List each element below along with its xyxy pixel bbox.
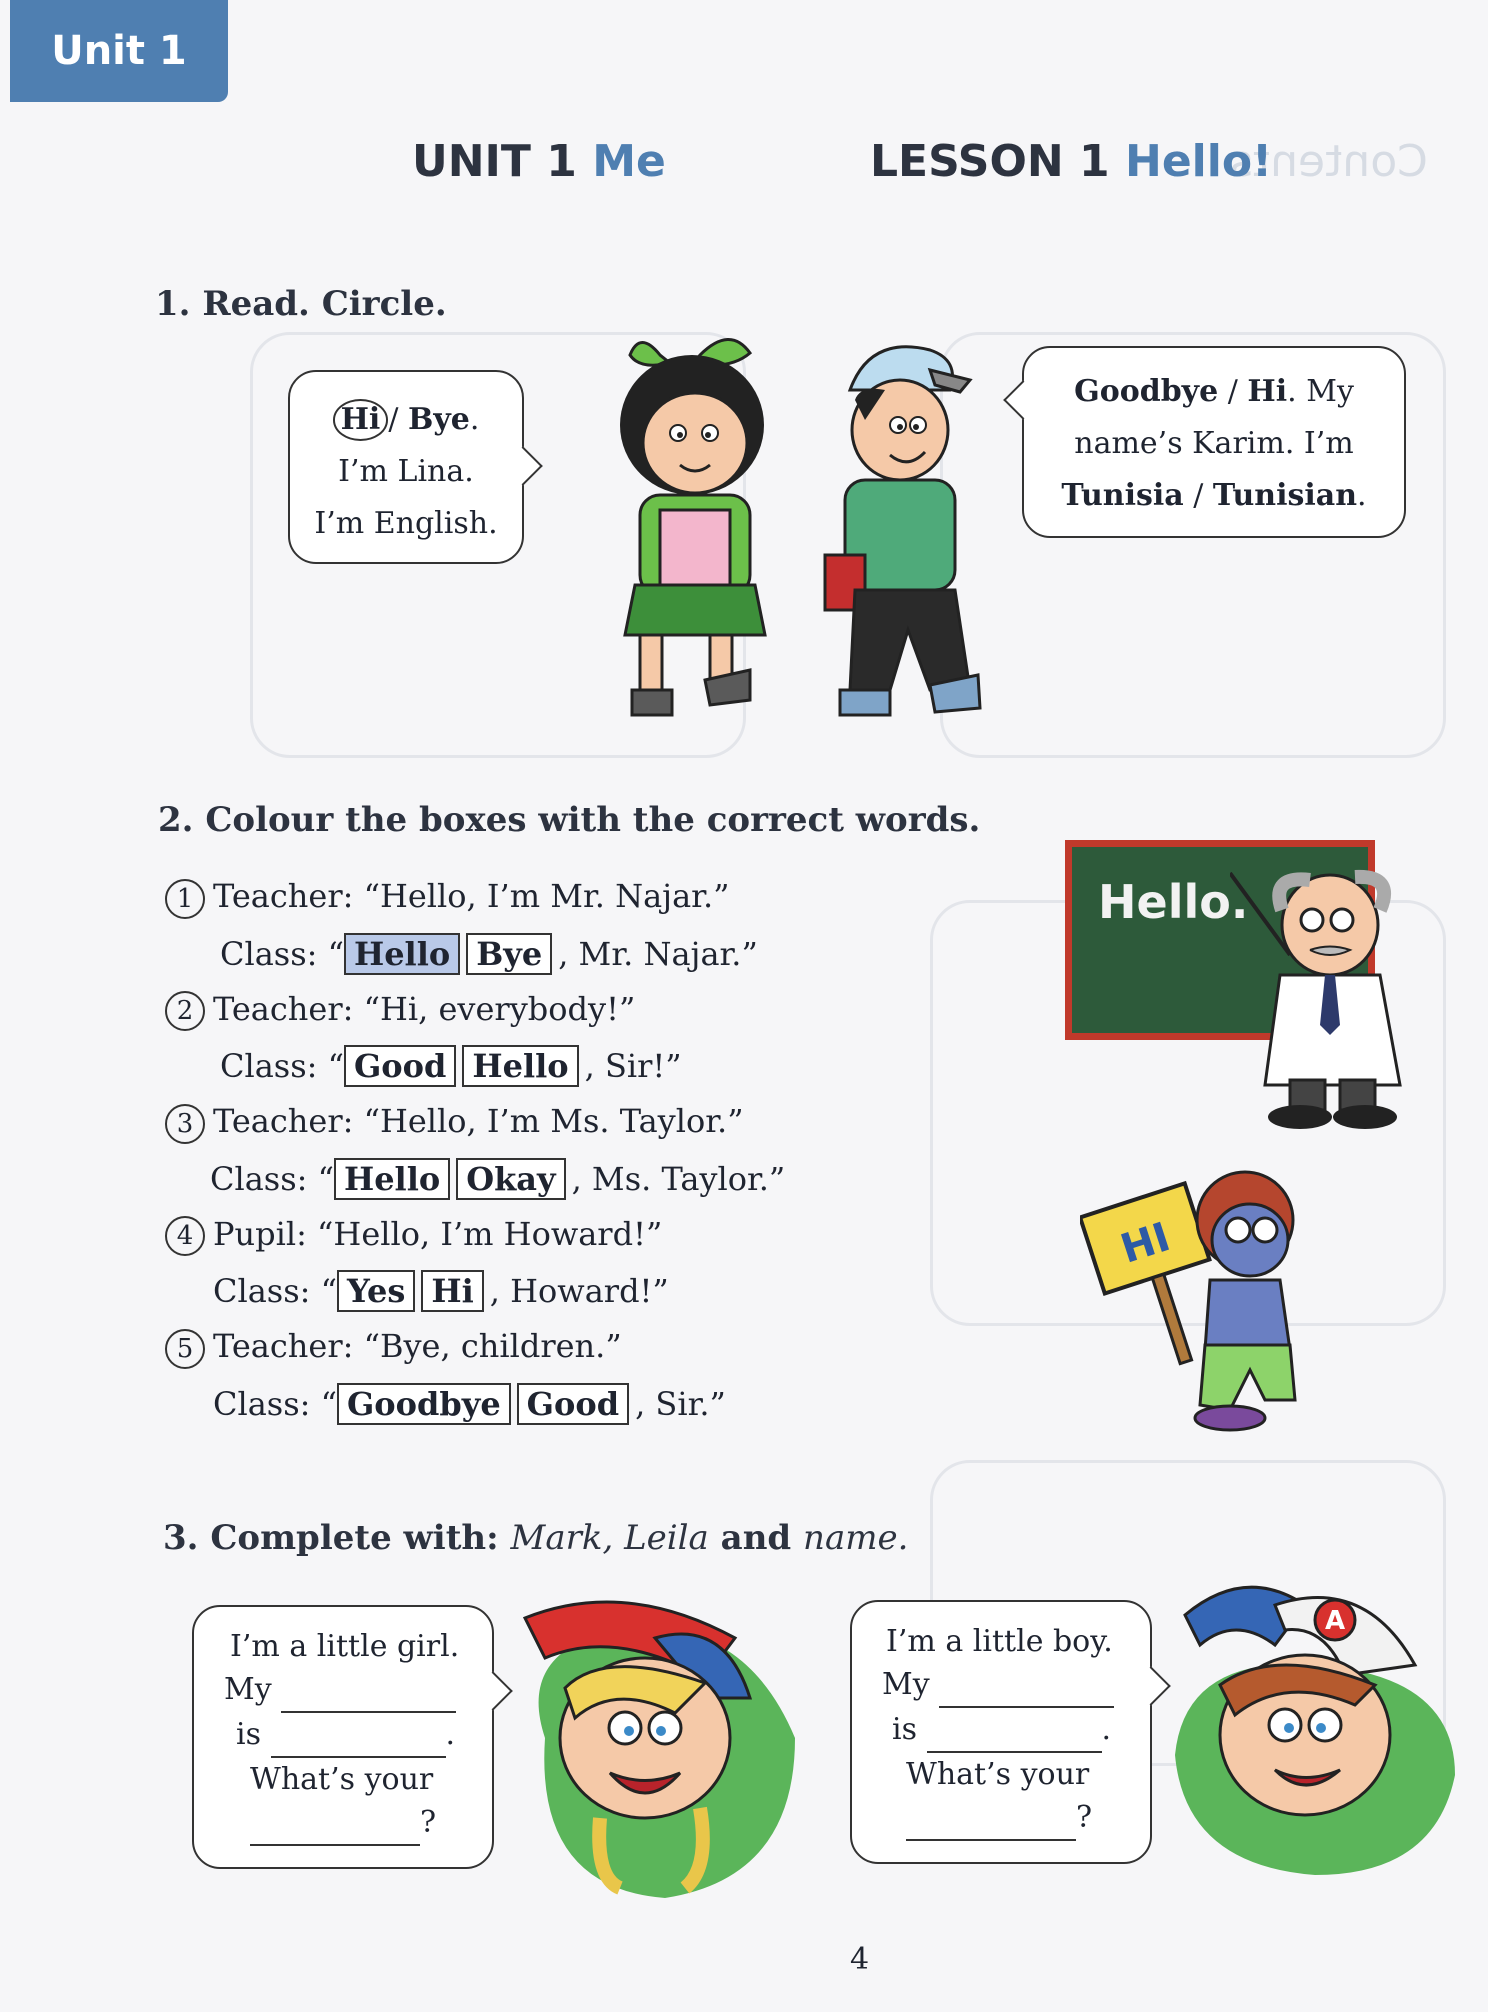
girl-is-line: [236, 1713, 492, 1758]
girl-fill-bubble: [192, 1605, 494, 1869]
boy-is-line: [892, 1708, 1150, 1753]
question-mark: ?: [420, 1805, 437, 1840]
item4-class: [213, 1270, 785, 1312]
circled-answer-hi: Hi: [333, 399, 389, 441]
question-mark: ?: [1076, 1800, 1093, 1835]
option-goodbye: Goodbye: [1074, 374, 1219, 409]
lesson-title: [870, 136, 1272, 187]
is-label: is: [892, 1712, 917, 1747]
class-suffix: , Sir.”: [635, 1384, 726, 1423]
boy-q-line: [906, 1796, 1150, 1841]
teacher-illustration: [1230, 855, 1440, 1135]
class-prefix: Class: “: [213, 1272, 337, 1310]
lina-speech-bubble: [288, 370, 524, 564]
karim-line2: name’s Karim. I’m: [1074, 426, 1354, 461]
word-box-okay[interactable]: Okay: [456, 1158, 565, 1200]
ghost-heading: Contents: [1230, 136, 1428, 187]
item4-speaker: [165, 1214, 785, 1257]
class-suffix: , Sir!”: [584, 1047, 682, 1085]
girl-line1: I’m a little girl.: [230, 1629, 460, 1664]
lesson-title-name: Hello!: [1125, 136, 1273, 187]
dot: .: [1101, 1712, 1112, 1747]
item-number: 3: [165, 1104, 205, 1144]
boy-cap-illustration: [1165, 1575, 1465, 1905]
option-hi: Hi: [1247, 374, 1288, 409]
class-suffix: , Ms. Taylor.”: [571, 1159, 786, 1198]
option-bye: Bye: [407, 402, 470, 437]
boy-line1: I’m a little boy.: [886, 1624, 1113, 1659]
word-box-good[interactable]: Good: [517, 1383, 629, 1425]
boy-fill-bubble: [850, 1600, 1152, 1864]
unit-title: [412, 136, 666, 187]
option-tunisia: Tunisia: [1061, 478, 1184, 513]
section3-heading-bold: 3. Complete with:: [163, 1518, 499, 1558]
unit-title-prefix: UNIT 1: [412, 136, 577, 187]
speaker-line: Teacher: “Hi, everybody!”: [213, 989, 636, 1028]
word-box-hi[interactable]: Hi: [421, 1270, 483, 1312]
section3-last: name.: [803, 1518, 909, 1558]
unit-tab: Unit 1: [10, 0, 228, 102]
sep2: /: [1183, 478, 1213, 513]
my-label: My: [882, 1667, 930, 1702]
page-number: 4: [850, 1942, 870, 1977]
monster-illustration: [1080, 1160, 1320, 1440]
sep1: /: [1218, 374, 1248, 409]
bubble-sep: /: [388, 402, 399, 437]
lesson-title-prefix: LESSON 1: [870, 136, 1110, 187]
line3-end: .: [1357, 478, 1367, 513]
karim-speech-bubble: [1022, 346, 1406, 538]
blank-leila[interactable]: [271, 1713, 446, 1758]
word-box-yes[interactable]: Yes: [337, 1270, 415, 1312]
class-suffix: , Mr. Najar.”: [558, 934, 758, 973]
item2-speaker: [165, 989, 785, 1032]
karim-boy-illustration: [820, 330, 1010, 730]
exercise2-list: [165, 876, 785, 1439]
blank-mark[interactable]: [927, 1708, 1102, 1753]
class-prefix: Class: “: [210, 1159, 334, 1198]
item-number: 2: [165, 991, 205, 1031]
option-tunisian: Tunisian: [1212, 478, 1358, 513]
class-prefix: Class: “: [220, 934, 344, 973]
item3-speaker: [165, 1101, 785, 1144]
cap-letter: A: [1325, 1606, 1346, 1636]
item-number: 4: [165, 1216, 205, 1256]
speaker-line: Pupil: “Hello, I’m Howard!”: [213, 1214, 663, 1253]
chalkboard-text: Hello.: [1098, 875, 1249, 929]
section1-heading: 1. Read. Circle.: [155, 284, 447, 324]
bubble-dot: .: [469, 402, 480, 437]
item2-class: [220, 1045, 785, 1087]
word-box-good[interactable]: Good: [344, 1045, 456, 1087]
blank-name[interactable]: [939, 1663, 1114, 1708]
blank-question[interactable]: [906, 1796, 1076, 1841]
word-box-goodbye[interactable]: Goodbye: [337, 1383, 511, 1425]
class-suffix: , Howard!”: [489, 1272, 669, 1310]
lina-line3: I’m English.: [314, 506, 498, 541]
boy-my-line: [882, 1663, 1150, 1708]
is-label: is: [236, 1717, 261, 1752]
girl-cap-illustration: [505, 1588, 815, 1918]
sign-text: HI: [1115, 1214, 1176, 1273]
my-label: My: [224, 1672, 272, 1707]
item-number: 1: [165, 879, 205, 919]
item1-class: [220, 933, 785, 975]
item5-class: [213, 1383, 785, 1425]
section3-words: Mark, Leila: [510, 1518, 709, 1558]
speaker-line: Teacher: “Hello, I’m Ms. Taylor.”: [213, 1102, 744, 1140]
blank-name[interactable]: [281, 1668, 456, 1713]
girl-whats: What’s your: [250, 1762, 434, 1797]
lina-line2: I’m Lina.: [338, 454, 474, 489]
girl-q-line: [250, 1801, 492, 1846]
girl-my-line: [224, 1668, 492, 1713]
class-prefix: Class: “: [213, 1384, 337, 1423]
blank-question[interactable]: [250, 1801, 420, 1846]
word-box-hello-coloured[interactable]: Hello: [344, 933, 460, 975]
word-box-bye[interactable]: Bye: [466, 933, 552, 975]
line1-end: . My: [1287, 374, 1354, 409]
dot: .: [445, 1717, 456, 1752]
section3-and: and: [720, 1518, 792, 1558]
section2-heading: 2. Colour the boxes with the correct words.: [158, 800, 981, 840]
lina-girl-illustration: [600, 325, 780, 725]
speaker-line: Teacher: “Bye, children.”: [213, 1327, 622, 1365]
word-box-hello[interactable]: Hello: [334, 1158, 450, 1200]
unit-title-name: Me: [592, 136, 666, 187]
class-prefix: Class: “: [220, 1047, 344, 1085]
section3-heading: [163, 1518, 908, 1558]
item1-speaker: [165, 876, 785, 919]
word-box-hello[interactable]: Hello: [462, 1045, 578, 1087]
speaker-line: Teacher: “Hello, I’m Mr. Najar.”: [213, 877, 730, 915]
boy-whats: What’s your: [906, 1757, 1090, 1792]
item5-speaker: [165, 1326, 785, 1369]
item3-class: [210, 1158, 785, 1200]
item-number: 5: [165, 1329, 205, 1369]
